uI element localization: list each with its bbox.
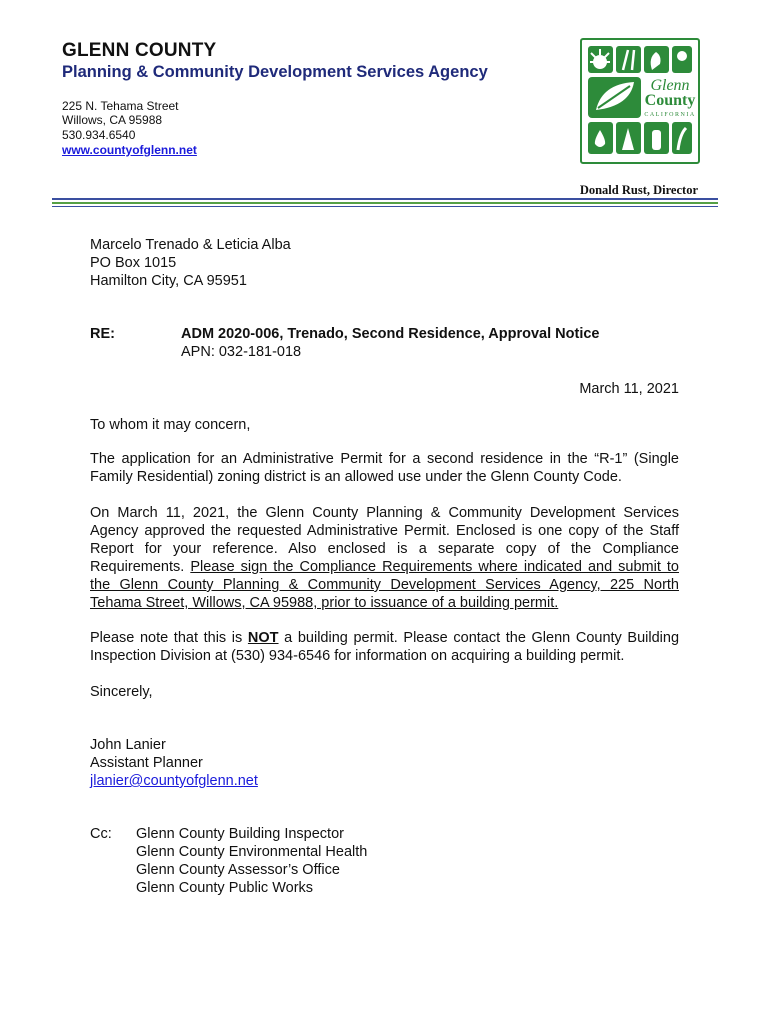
paragraph-1: The application for an Administrative Permit for a second residence in the “R-1” (Single Family Residential) zoning district is an allowed use under the Glenn County Code. (90, 451, 679, 485)
department-name: Planning & Community Development Services Agency (62, 63, 488, 81)
website-link[interactable]: www.countyofglenn.net (62, 143, 197, 157)
re-apn: APN: 032-181-018 (181, 344, 302, 360)
signature-name: John Lanier (90, 737, 166, 753)
signature-email-link[interactable]: jlanier@countyofglenn.net (90, 773, 258, 789)
recipient-block (90, 236, 291, 290)
paragraph-3-before: Please note that this is (90, 630, 243, 646)
re-label: RE: (90, 326, 115, 342)
paragraph-3-emphasis: NOT (247, 630, 279, 646)
signature-title: Assistant Planner (90, 755, 203, 771)
cc-item: Glenn County Assessor’s Office (136, 862, 340, 878)
director-name: Donald Rust, Director (579, 183, 698, 197)
logo-word-glenn: Glenn (650, 77, 690, 94)
logo-word-state: CALIFORNIA (644, 112, 696, 118)
cc-item: Glenn County Building Inspector (136, 826, 344, 842)
cc-list (136, 825, 367, 897)
re-subject: ADM 2020-006, Trenado, Second Residence, Approval Notice (181, 326, 600, 342)
closing: Sincerely, (90, 684, 153, 700)
recipient-po-box: PO Box 1015 (90, 255, 177, 271)
recipient-name: Marcelo Trenado & Leticia Alba (90, 237, 291, 253)
phone-number: 530.934.6540 (62, 128, 136, 142)
address-city: Willows, CA 95988 (62, 113, 163, 127)
address-street: 225 N. Tehama Street (62, 99, 179, 113)
recipient-city: Hamilton City, CA 95951 (90, 273, 247, 289)
cc-label: Cc: (90, 826, 112, 842)
paragraph-2 (90, 504, 679, 612)
paragraph-2-text: On March 11, 2021, the Glenn County Planning & Community Development Services Agency approved the requested Administrative Permit. Enclosed is one copy of the Staff Report for your reference. Also enclosed is a separate copy of the Compliance Requirements. (90, 505, 679, 575)
paragraph-2-instruction: Please sign the Compliance Requirements where indicated and submit to the Glenn County Planning & Community Development Services Agency, 225 North Tehama Street, Willows, CA 95988, prior to issuance of a building permit. (90, 559, 679, 611)
header-rule-thin (52, 206, 718, 207)
cc-item: Glenn County Public Works (136, 880, 314, 896)
county-logo (580, 38, 700, 164)
website-link-wrap (62, 142, 197, 159)
paragraph-3-after: a building permit. Please contact the Glenn County Building Inspection Division at (530) 934-6546 for information on acquiring a building permit. (90, 630, 680, 664)
logo-tile-grain (616, 46, 641, 73)
header-rule-green (52, 202, 718, 204)
logo-word-county: County (644, 92, 696, 109)
header-rule-blue (52, 198, 718, 200)
logo-text (644, 78, 696, 123)
letter-date: March 11, 2021 (579, 381, 679, 397)
agency-name: GLENN COUNTY (62, 40, 217, 61)
cc-item: Glenn County Environmental Health (136, 844, 368, 860)
re-block (181, 325, 599, 361)
signature-block (90, 736, 258, 790)
salutation: To whom it may concern, (90, 417, 251, 433)
paragraph-3 (90, 629, 679, 665)
